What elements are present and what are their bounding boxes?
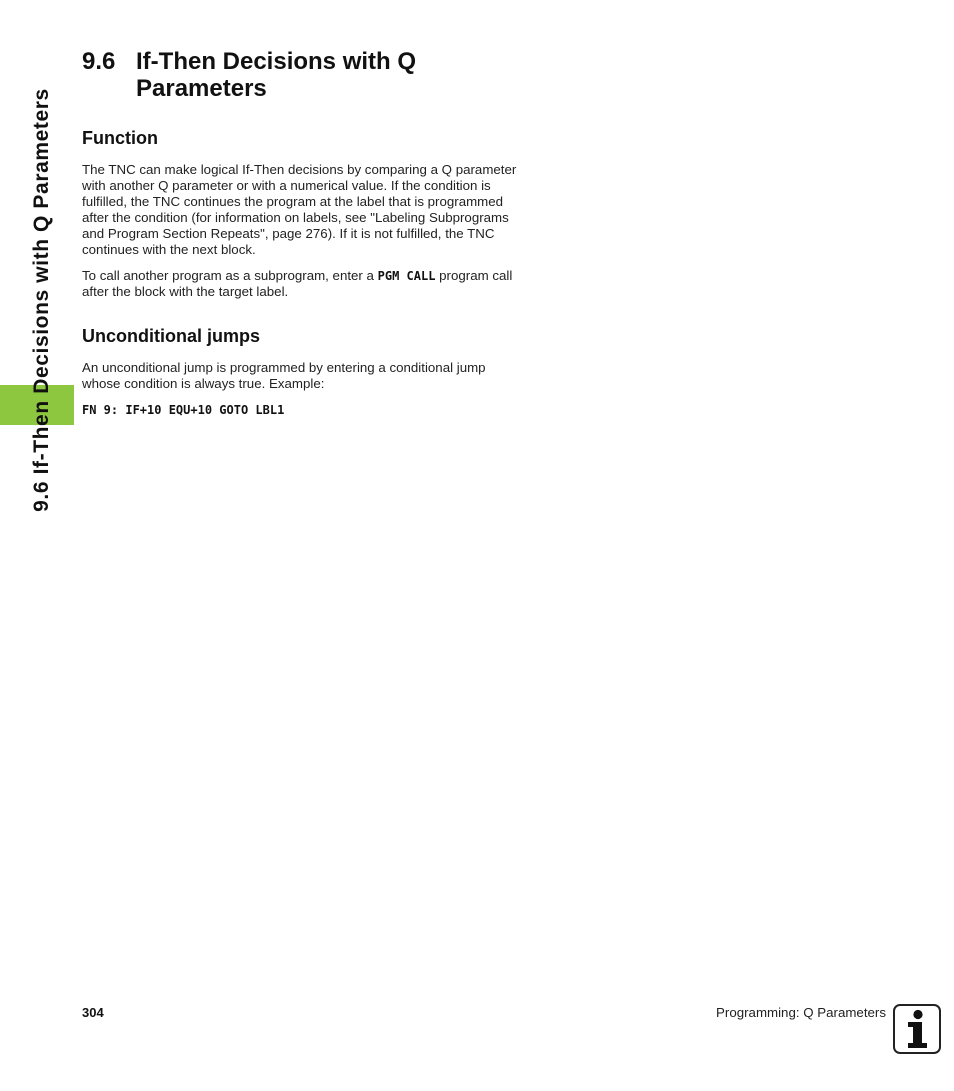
section-heading-function: Function: [82, 128, 158, 148]
section-heading-unconditional-jumps: Unconditional jumps: [82, 326, 260, 346]
function-paragraph-1: The TNC can make logical If-Then decisions by comparing a Q parameter with another Q parameter or with a numerical value. If the condition is fulfilled, the TNC continues the program at the label that is programmed after the condition (for information on labels, see "Labeling Subprograms and Program Section Repeats", page 276). If it is not fulfilled, the TNC continues with the next block.: [82, 162, 517, 257]
code-example: FN 9: IF+10 EQU+10 GOTO LBL1: [82, 403, 285, 417]
function-paragraph-2-lead: To call another program as a subprogram, enter a: [82, 268, 378, 283]
chapter-number: 9.6: [82, 48, 116, 75]
info-icon: [893, 1004, 941, 1054]
main-content: [82, 48, 527, 417]
footer-chapter-name: Programming: Q Parameters: [716, 1005, 886, 1020]
sidebar-chapter-title: 9.6 If-Then Decisions with Q Parameters: [30, 88, 53, 512]
pgm-call-code: PGM CALL: [377, 269, 436, 283]
chapter-title: [82, 48, 527, 102]
function-paragraph-2: [82, 268, 527, 300]
page-number: 304: [82, 1005, 104, 1020]
chapter-title-line2: Parameters: [136, 75, 267, 102]
unconditional-paragraph-1: An unconditional jump is programmed by entering a conditional jump whose condition is always true. Example:: [82, 360, 486, 391]
info-glyph: [895, 1006, 939, 1052]
chapter-title-text: [136, 48, 416, 102]
chapter-title-line1: If-Then Decisions with Q: [136, 48, 417, 75]
function-paragraph-2-tail: program call after the block with the target label.: [82, 268, 513, 299]
